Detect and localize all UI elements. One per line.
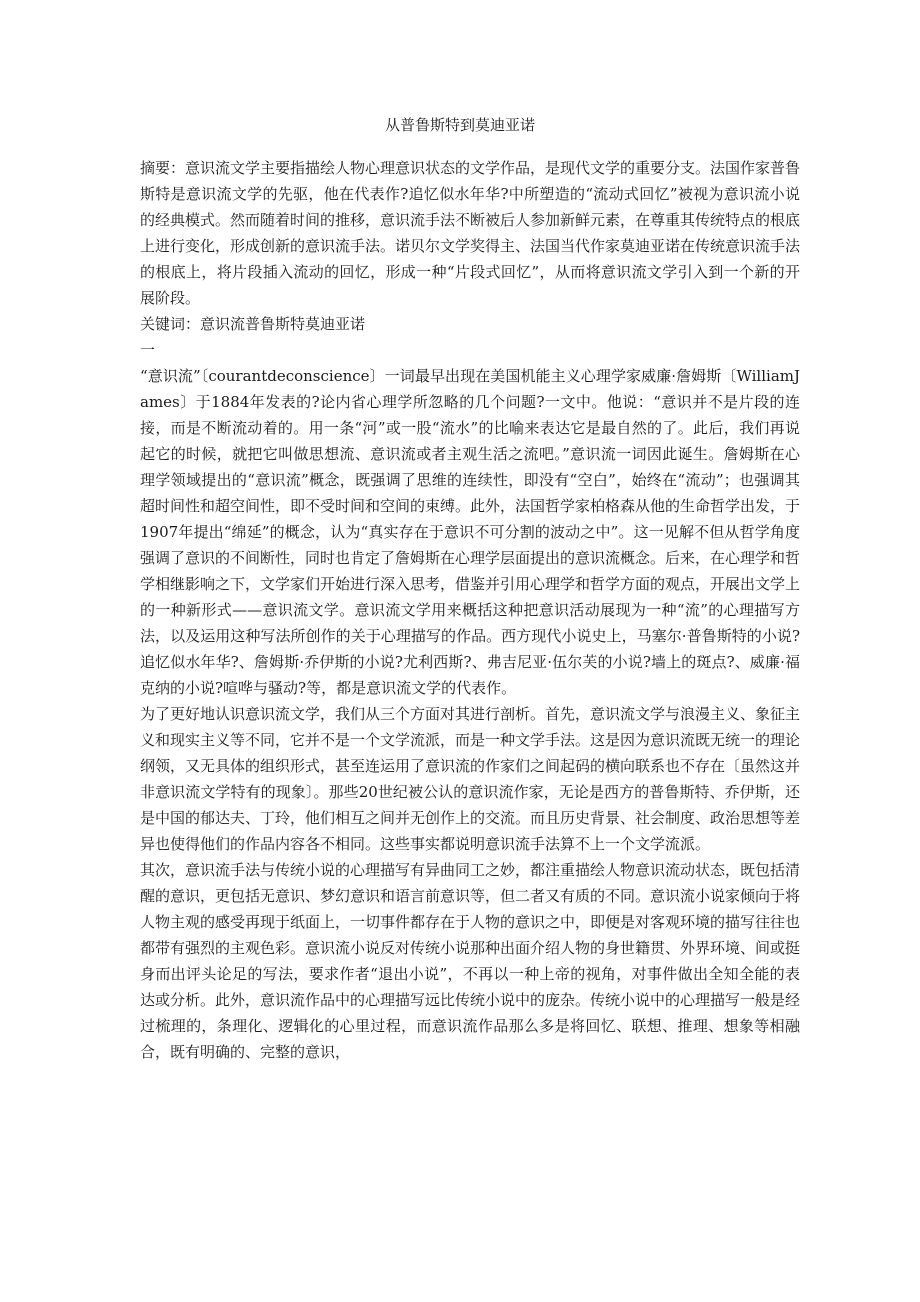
abstract-paragraph: 摘要：意识流文学主要指描绘人物心理意识状态的文学作品，是现代文学的重要分支。法国作家普鲁斯特是意识流文学的先驱，他在代表作?追忆似水年华?中所塑造的“流动式回忆”被视为意识流小说的经典模式。然而随着时间的推移，意识流手法不断被后人参加新鲜元素，在尊重其传统特点的根底上进行变化，形成创新的意识流手法。诺贝尔文学奖得主、法国当代作家莫迪亚诺在传统意识流手法的根底上，将片段插入流动的回忆，形成一种“片段式回忆”，从而将意识流文学引入到一个新的开展阶段。 [140, 159, 801, 307]
body-paragraph-1: “意识流”〔courantdeconscience〕一词最早出现在美国机能主义心理学家威廉·詹姆斯〔WilliamJames〕于1884年发表的?论内省心理学所忽略的几个问题?一文中。他说：“意识并不是片段的连接，而是不断流动着的。用一条“河”或一股“流水”的比喻来表达它是最自然的了。此后，我们再说起它的时候，就把它叫做思想流、意识流或者主观生活之流吧。”意识流一词因此诞生。詹姆斯在心理学领域提出的“意识流”概念，既强调了思维的连续性，即没有“空白”，始终在“流动”；也强调其超时间性和超空间性，即不受时间和空间的束缚。此外，法国哲学家柏格森从他的生命哲学出发，于1907年提出“绵延”的概念，认为“真实存在于意识不可分割的波动之中”。这一见解不但从哲学角度强调了意识的不间断性，同时也肯定了詹姆斯在心理学层面提出的意识流概念。后来，在心理学和哲学相继影响之下，文学家们开始进行深入思考，借鉴并引用心理学和哲学方面的观点，开展出文学上的一种新形式——意识流文学。意识流文学用来概括这种把意识活动展现为一种“流”的心理描写方法，以及运用这种写法所创作的关于心理描写的作品。西方现代小说史上，马塞尔·普鲁斯特的小说?追忆似水年华?、詹姆斯·乔伊斯的小说?尤利西斯?、弗吉尼亚·伍尔芙的小说?墙上的斑点?、威廉·福克纳的小说?喧哗与骚动?等，都是意识流文学的代表作。 [140, 367, 801, 697]
body-paragraph-3: 其次，意识流手法与传统小说的心理描写有异曲同工之妙，都注重描绘人物意识流动状态，既包括清醒的意识，更包括无意识、梦幻意识和语言前意识等，但二者又有质的不同。意识流小说家倾向于将人物主观的感受再现于纸面上，一切事件都存在于人物的意识之中，即便是对客观环境的描写往往也都带有强烈的主观色彩。意识流小说反对传统小说那种出面介绍人物的身世籍贯、外界环境、间或挺身而出评头论足的写法，要求作者“退出小说”，不再以一种上帝的视角，对事件做出全知全能的表达或分析。此外，意识流作品中的心理描写远比传统小说中的庞杂。传统小说中的心理描写一般是经过梳理的，条理化、逻辑化的心里过程，而意识流作品那么多是将回忆、联想、推理、想象等相融合，既有明确的、完整的意识， [140, 861, 801, 1061]
keywords-line: 关键词：意识流普鲁斯特莫迪亚诺 [140, 315, 366, 333]
document-body [140, 155, 800, 1065]
document-title: 从普鲁斯特到莫迪亚诺 [384, 116, 535, 134]
section-number: 一 [140, 341, 156, 359]
body-paragraph-2: 为了更好地认识意识流文学，我们从三个方面对其进行剖析。首先，意识流文学与浪漫主义、象征主义和现实主义等不同，它并不是一个文学流派，而是一种文学手法。这是因为意识流既无统一的理论纲领，又无具体的组织形式，甚至连运用了意识流的作家们之间起码的横向联系也不存在〔虽然这并非意识流文学特有的现象〕。那些20世纪被公认的意识流作家，无论是西方的普鲁斯特、乔伊斯，还是中国的郁达夫、丁玲，他们相互之间并无创作上的交流。而且历史背景、社会制度、政治思想等差异也使得他们的作品内容各不相同。这些事实都说明意识流手法算不上一个文学流派。 [140, 705, 801, 853]
